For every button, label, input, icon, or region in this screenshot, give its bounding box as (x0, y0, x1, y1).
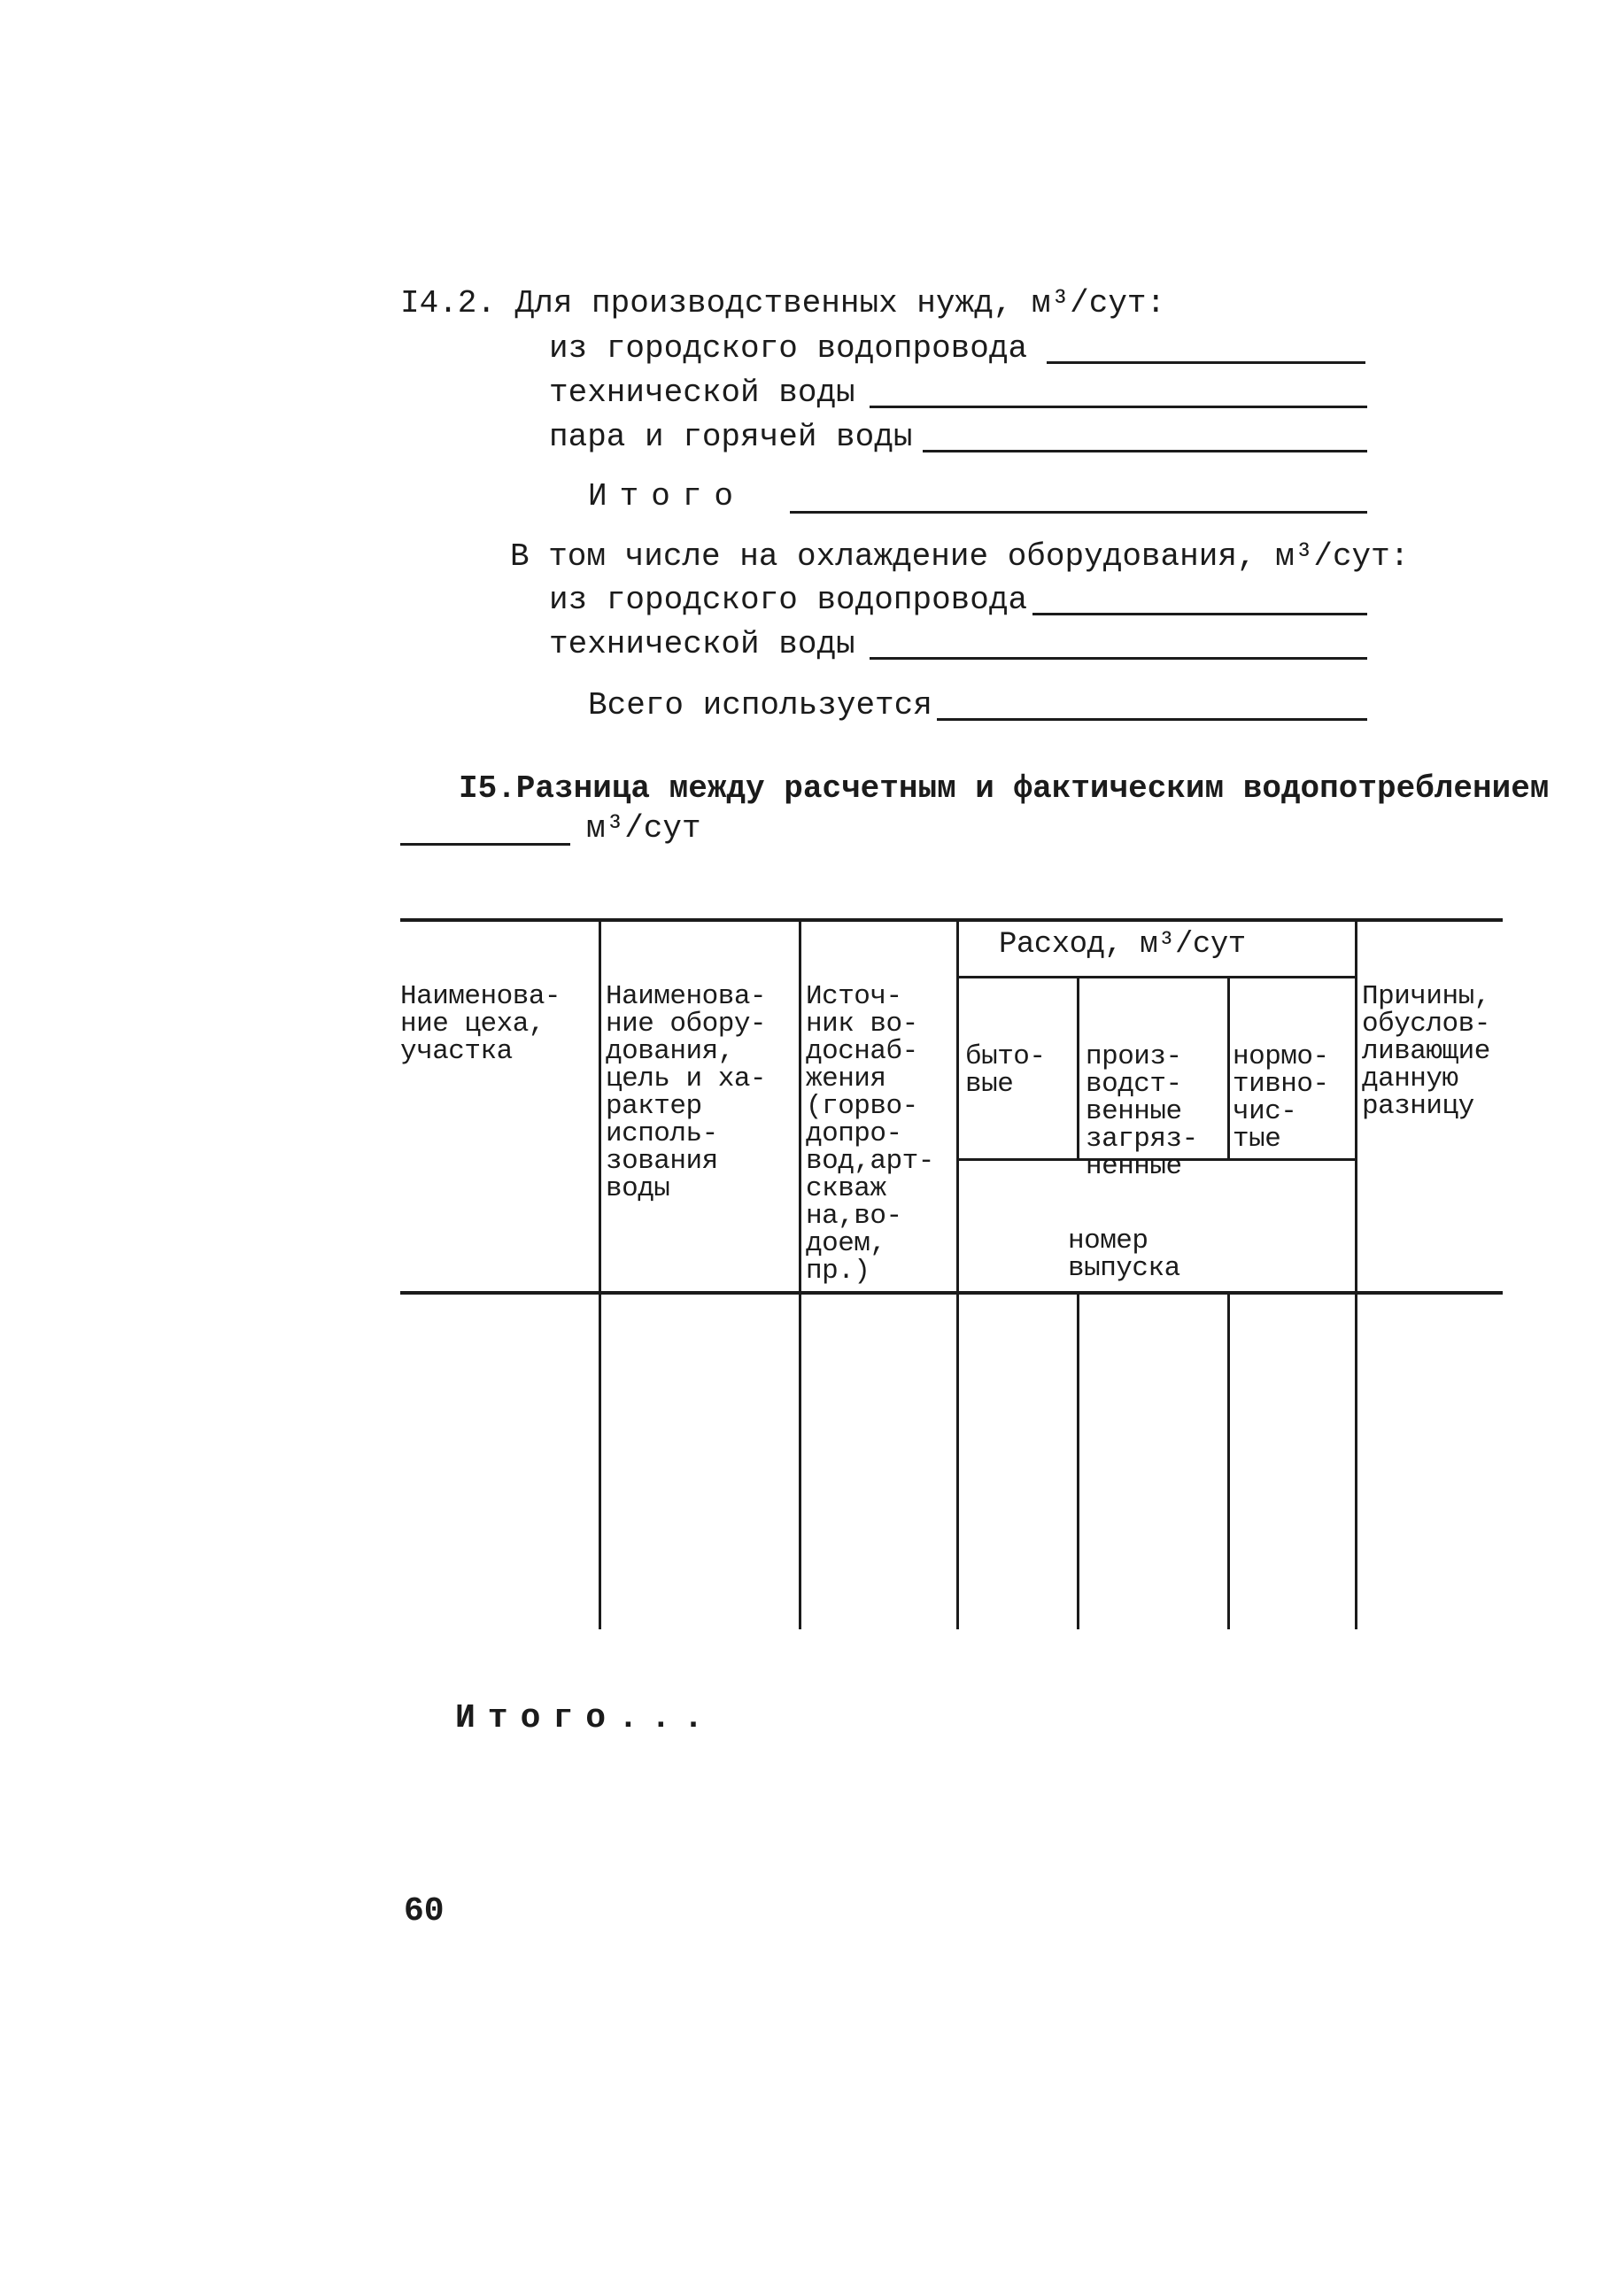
header-outlet-number: номер выпуска (1068, 1226, 1180, 1284)
itogo-label: Итого (588, 478, 746, 514)
header-normatively-clean: нормо- тивно- чис- тые (1233, 1041, 1329, 1155)
section-15-unit: м³/сут (586, 810, 701, 847)
steam-hot-water-label: пара и горячей воды (549, 419, 913, 455)
cooling-city-water-label: из городского водопровода (549, 582, 1028, 618)
technical-water-blank[interactable] (870, 406, 1367, 408)
cooling-city-water-blank[interactable] (1032, 613, 1367, 615)
cooling-heading: В том числе на охлаждение оборудования, м³/сут: (510, 538, 1410, 575)
city-water-blank[interactable] (1047, 361, 1365, 364)
steam-hot-water-blank[interactable] (923, 450, 1367, 452)
section-14-2-heading: I4.2. Для производственных нужд, м³/сут: (400, 285, 1166, 321)
header-water-source: Источ- ник во- доснаб- жения (горво- допро- вод,арт- скваж на,во- доем, пр.) (806, 981, 934, 1287)
header-equipment-name: Наименова- ние обору- дования, цель и ха- рактер исполь- зования воды (606, 981, 767, 1204)
section-15-blank[interactable] (400, 843, 570, 846)
cooling-technical-water-label: технической воды (549, 626, 855, 662)
section-15-heading: I5.Разница между расчетным и фактическим водопотреблением (459, 770, 1550, 807)
table-itogo: Итого... (455, 1699, 716, 1737)
header-reasons: Причины, обуслов- ливающие данную разницу (1362, 981, 1490, 1122)
table-top-border (400, 918, 1503, 922)
col-divider-2 (799, 921, 801, 1629)
header-shop-name: Наименова- ние цеха, участка (400, 981, 561, 1067)
cooling-technical-water-blank[interactable] (870, 657, 1367, 660)
header-flow: Расход, м³/сут (999, 928, 1246, 962)
col-divider-5 (1227, 978, 1230, 1158)
col-divider-1 (599, 921, 601, 1629)
col-divider-3 (956, 921, 959, 1629)
col-divider-4-body (1077, 1293, 1079, 1629)
city-water-label: из городского водопровода (549, 330, 1028, 367)
flow-subheader-border (958, 976, 1357, 978)
itogo-blank[interactable] (790, 511, 1367, 514)
page-number: 60 (404, 1892, 445, 1930)
col-divider-5-body (1227, 1293, 1230, 1629)
technical-water-label: технической воды (549, 375, 855, 411)
table-header-bottom-border (400, 1291, 1503, 1295)
header-household: быто- вые (965, 1041, 1046, 1100)
total-used-label: Всего используется (588, 687, 932, 723)
col-divider-4 (1077, 978, 1079, 1158)
total-used-blank[interactable] (937, 718, 1367, 721)
col-divider-6 (1355, 921, 1357, 1629)
header-industrial-polluted: произ- водст- венные загряз- ненные (1086, 1041, 1198, 1182)
